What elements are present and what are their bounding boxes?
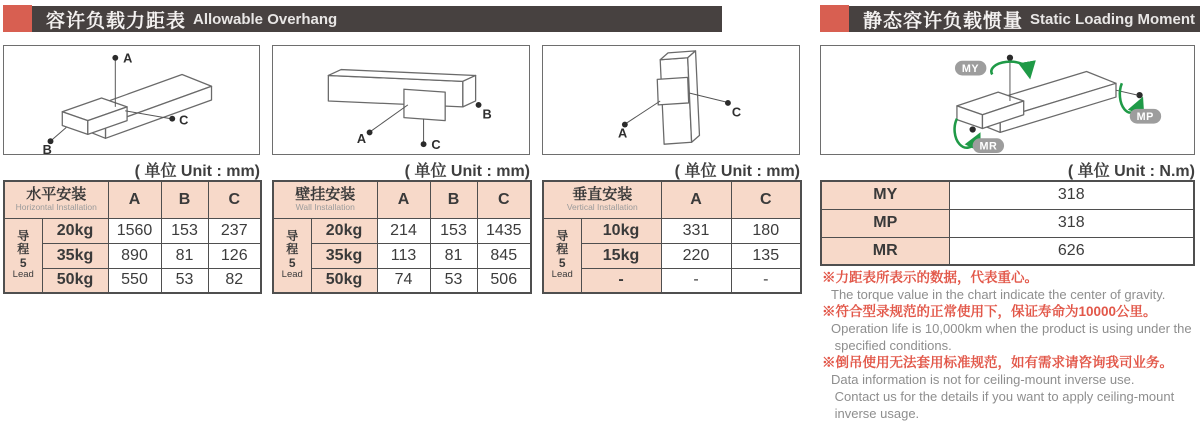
note-en: specified conditions. [831, 338, 952, 353]
point-b-label: B [42, 142, 52, 154]
red-accent-square [3, 5, 32, 32]
note-zh: ※倒吊使用无法套用标准规范，如有需求请咨询我司业务。 [822, 355, 1173, 370]
column-header-c: C [477, 181, 531, 218]
column-header-b: B [161, 181, 208, 218]
column-header-c: C [208, 181, 261, 218]
table-title-cell [273, 181, 377, 218]
value-b: 81 [430, 243, 477, 268]
value-c: 135 [731, 243, 801, 268]
column-header-c: C [731, 181, 801, 218]
point-b-label: B [482, 106, 492, 122]
table-title-cell [4, 181, 108, 218]
value-b: 53 [430, 268, 477, 293]
wall-installation-table [272, 180, 532, 294]
load-cell: 20kg [42, 218, 108, 243]
lead-cell: 导 程 5 Lead [273, 218, 311, 293]
value-a: 1560 [108, 218, 161, 243]
value-b: 81 [161, 243, 208, 268]
table-row [273, 218, 531, 243]
value-b: 153 [161, 218, 208, 243]
actuator-side-drawing [273, 46, 529, 154]
table-row [4, 268, 261, 293]
note-en: The torque value in the chart indicate the center of gravity. [831, 287, 1166, 302]
load-cell: 10kg [581, 218, 661, 243]
note-en: Contact us for the details if you want to apply ceiling-mount [831, 389, 1175, 404]
point-c-label: C [179, 112, 189, 128]
point-c-label: C [731, 104, 742, 120]
note-en: Data information is not for ceiling-mount inverse use. [831, 372, 1135, 387]
load-cell: 50kg [42, 268, 108, 293]
table-row [821, 181, 1194, 209]
load-cell: 50kg [311, 268, 377, 293]
load-cell: - [581, 268, 661, 293]
moment-value-my: 318 [949, 181, 1194, 209]
value-a: 113 [377, 243, 430, 268]
load-cell: 20kg [311, 218, 377, 243]
table-row [4, 243, 261, 268]
actuator-vertical-drawing [543, 46, 799, 154]
table-title-en: Vertical Installation [566, 202, 638, 213]
value-c: 506 [477, 268, 531, 293]
moment-value-mr: 626 [949, 237, 1194, 265]
table-title-zh: 壁挂安装 [295, 186, 356, 204]
column-header-a: A [108, 181, 161, 218]
value-a: 220 [661, 243, 731, 268]
table-title-zh: 垂直安装 [572, 186, 633, 204]
value-a: 214 [377, 218, 430, 243]
table-row [273, 268, 531, 293]
point-a-label: A [356, 131, 367, 147]
unit-label-mm: ( 单位 Unit : mm) [134, 163, 260, 180]
unit-label-nm: ( 单位 Unit : N.m) [1067, 163, 1195, 180]
table-row [4, 218, 261, 243]
lead-cell: 导 程 5 Lead [543, 218, 581, 293]
point-a-label: A [617, 125, 628, 141]
table-row [821, 209, 1194, 237]
wall-installation-diagram [272, 45, 530, 155]
column-header-a: A [661, 181, 731, 218]
right-section-header [849, 6, 1200, 32]
actuator-moment-drawing [821, 46, 1194, 154]
table-row [543, 243, 801, 268]
moment-label-mp: MP [821, 209, 949, 237]
right-section-title-en: Static Loading Moment [1030, 10, 1196, 28]
static-moment-table [820, 180, 1195, 266]
left-section-title-zh: 容许负载力距表 [46, 10, 187, 32]
table-row [273, 243, 531, 268]
value-c: 1435 [477, 218, 531, 243]
note-en: inverse usage. [831, 406, 920, 421]
value-a: 550 [108, 268, 161, 293]
value-c: 180 [731, 218, 801, 243]
value-a: - [661, 268, 731, 293]
value-a: 74 [377, 268, 430, 293]
value-a: 331 [661, 218, 731, 243]
note-zh: ※符合型录规范的正常使用下，保证寿命为10000公里。 [822, 304, 1157, 319]
table-row [543, 218, 801, 243]
left-section-title-en: Allowable Overhang [193, 10, 338, 28]
value-b: 53 [161, 268, 208, 293]
table-title-en: Wall Installation [295, 202, 355, 213]
actuator-isometric-drawing [4, 46, 259, 154]
value-c: 82 [208, 268, 261, 293]
table-title-zh: 水平安装 [26, 186, 87, 204]
value-c: - [731, 268, 801, 293]
moment-label-mr: MR [821, 237, 949, 265]
mr-badge-label: MR [979, 140, 998, 153]
point-a-label: A [123, 50, 133, 66]
red-accent-square [820, 5, 849, 32]
table-title-en: Horizontal Installation [15, 202, 97, 213]
load-cell: 15kg [581, 243, 661, 268]
column-header-a: A [377, 181, 430, 218]
column-header-b: B [430, 181, 477, 218]
my-badge-label: MY [961, 63, 980, 76]
horizontal-installation-diagram [3, 45, 260, 155]
value-c: 237 [208, 218, 261, 243]
vertical-installation-diagram [542, 45, 800, 155]
unit-label-mm: ( 单位 Unit : mm) [404, 163, 530, 180]
static-moment-diagram [820, 45, 1195, 155]
right-section-title-zh: 静态容许负载惯量 [863, 10, 1024, 32]
value-a: 890 [108, 243, 161, 268]
table-row [543, 268, 801, 293]
unit-label-mm: ( 单位 Unit : mm) [674, 163, 800, 180]
load-cell: 35kg [311, 243, 377, 268]
moment-label-my: MY [821, 181, 949, 209]
note-zh: ※力距表所表示的数据，代表重心。 [822, 270, 1038, 285]
value-b: 153 [430, 218, 477, 243]
load-cell: 35kg [42, 243, 108, 268]
value-c: 126 [208, 243, 261, 268]
left-section-header [32, 6, 722, 32]
table-row [821, 237, 1194, 265]
note-en: Operation life is 10,000km when the product is using under the [831, 321, 1192, 336]
point-c-label: C [431, 137, 441, 153]
lead-cell: 导 程 5 Lead [4, 218, 42, 293]
footnotes [822, 269, 1200, 422]
mp-badge-label: MP [1136, 111, 1154, 124]
value-c: 845 [477, 243, 531, 268]
horizontal-installation-table [3, 180, 262, 294]
vertical-installation-table [542, 180, 802, 294]
table-title-cell [543, 181, 661, 218]
moment-value-mp: 318 [949, 209, 1194, 237]
